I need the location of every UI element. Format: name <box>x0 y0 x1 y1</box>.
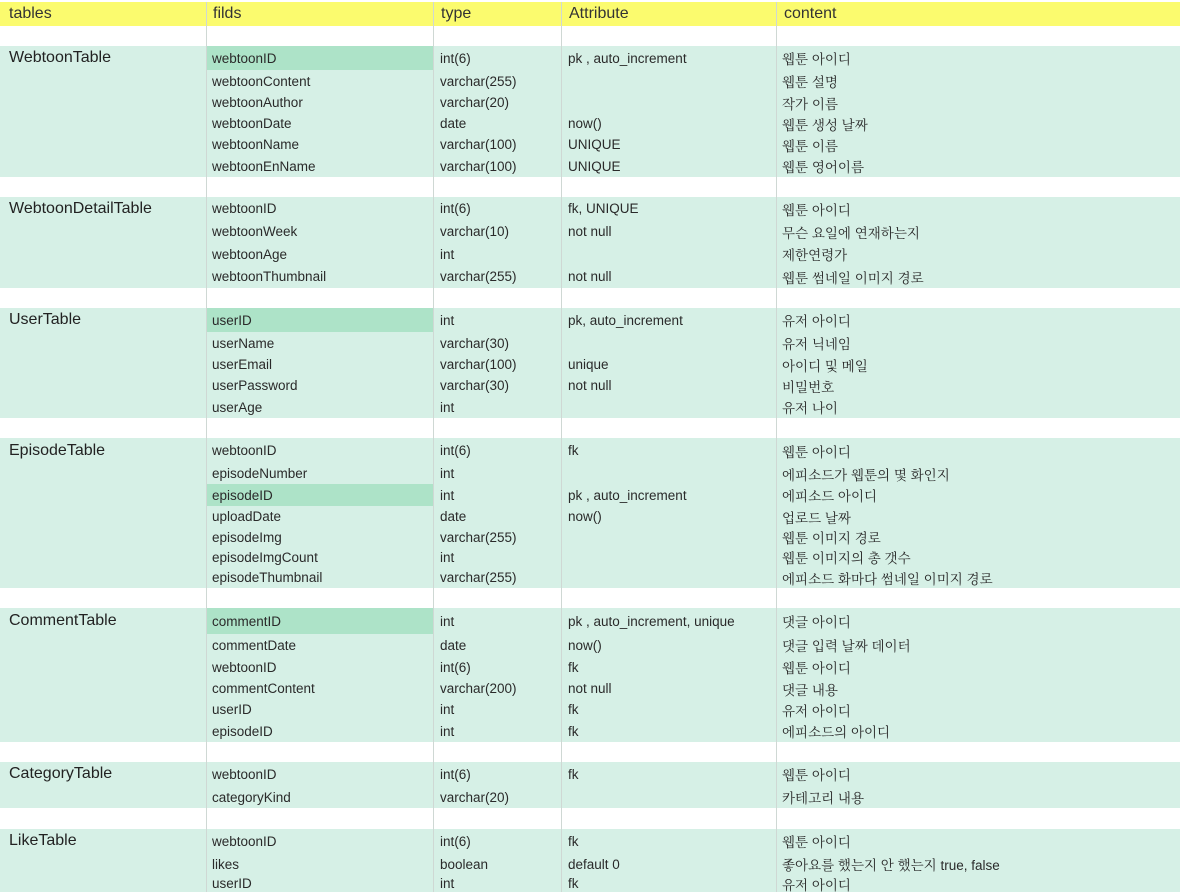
attribute-cell[interactable]: default 0 <box>568 856 620 872</box>
table-row <box>0 484 1180 506</box>
type-cell[interactable]: date <box>440 116 467 131</box>
attribute-cell[interactable]: pk , auto_increment <box>568 50 687 66</box>
content-cell[interactable]: 웹툰 아이디 <box>782 661 851 676</box>
attribute-cell[interactable]: now() <box>568 509 602 524</box>
field-cell[interactable]: categoryKind <box>212 789 291 805</box>
attribute-cell[interactable]: UNIQUE <box>568 137 621 152</box>
table-row <box>0 220 1180 243</box>
content-cell[interactable]: 웹툰 생성 날짜 <box>782 117 868 133</box>
table-row <box>0 134 1180 155</box>
content-cell[interactable]: 댓글 입력 날짜 데이터 <box>782 639 911 654</box>
type-cell[interactable]: varchar(100) <box>440 158 517 174</box>
field-cell[interactable]: webtoonThumbnail <box>212 269 327 284</box>
content-cell[interactable]: 댓글 아이디 <box>782 615 851 630</box>
table-row <box>0 678 1180 699</box>
table-name-cell[interactable]: CategoryTable <box>9 765 113 782</box>
attribute-cell[interactable]: now() <box>568 116 602 131</box>
type-cell[interactable]: varchar(20) <box>440 95 510 110</box>
field-cell[interactable]: userName <box>212 335 275 351</box>
field-cell[interactable]: webtoonID <box>212 443 277 458</box>
table-row <box>0 656 1180 678</box>
header-attribute[interactable]: Attribute <box>569 5 629 22</box>
type-cell[interactable]: int <box>440 723 455 739</box>
spacer-row <box>0 808 1180 829</box>
field-cell[interactable]: commentContent <box>212 681 315 696</box>
type-cell[interactable]: boolean <box>440 856 489 872</box>
table-row <box>0 463 1180 484</box>
content-cell[interactable]: 에피소드가 웹툰의 몇 화인지 <box>782 467 950 483</box>
attribute-cell[interactable]: fk, UNIQUE <box>568 201 639 216</box>
type-cell[interactable]: int <box>440 487 455 503</box>
type-cell[interactable]: int(6) <box>440 833 471 849</box>
attribute-cell[interactable]: pk , auto_increment, unique <box>568 613 735 629</box>
header-row <box>0 2 1180 26</box>
table-row <box>0 438 1180 463</box>
table-row <box>0 197 1180 220</box>
type-cell[interactable]: int <box>440 613 455 629</box>
field-cell[interactable]: webtoonAge <box>212 246 288 262</box>
field-cell[interactable]: episodeID <box>212 487 273 503</box>
content-cell[interactable]: 웹툰 영어이름 <box>782 160 864 175</box>
content-cell[interactable]: 카테고리 내용 <box>782 791 864 806</box>
table-row <box>0 853 1180 875</box>
field-cell[interactable]: webtoonID <box>212 201 277 216</box>
attribute-cell[interactable]: fk <box>568 876 579 891</box>
table-row <box>0 354 1180 375</box>
field-cell[interactable]: webtoonName <box>212 137 300 152</box>
content-cell[interactable]: 유저 닉네임 <box>782 337 851 352</box>
field-cell[interactable]: webtoonID <box>212 833 277 849</box>
table-row <box>0 70 1180 92</box>
table-row <box>0 547 1180 567</box>
table-row <box>0 506 1180 527</box>
field-cell[interactable]: likes <box>212 856 240 872</box>
type-cell[interactable]: varchar(100) <box>440 357 517 372</box>
content-cell[interactable]: 비밀번호 <box>782 379 835 395</box>
attribute-cell[interactable]: not null <box>568 269 612 284</box>
content-cell[interactable]: 웹툰 아이디 <box>782 444 851 460</box>
content-cell[interactable]: 웹툰 이름 <box>782 138 838 154</box>
field-cell[interactable]: userID <box>212 702 252 717</box>
type-cell[interactable]: varchar(255) <box>440 269 517 284</box>
content-cell[interactable]: 웹툰 썸네일 이미지 경로 <box>782 270 924 286</box>
attribute-cell[interactable]: fk <box>568 702 579 717</box>
table-row <box>0 155 1180 177</box>
table-row <box>0 608 1180 634</box>
attribute-cell[interactable]: not null <box>568 224 612 239</box>
attribute-cell[interactable]: pk , auto_increment <box>568 487 687 503</box>
spacer-row <box>0 418 1180 438</box>
type-cell[interactable]: int <box>440 702 455 717</box>
field-cell[interactable]: webtoonEnName <box>212 158 316 174</box>
type-cell[interactable]: varchar(255) <box>440 570 517 585</box>
type-cell[interactable]: int(6) <box>440 659 471 675</box>
content-cell[interactable]: 웹툰 이미지 경로 <box>782 531 881 546</box>
field-cell[interactable]: webtoonID <box>212 50 277 66</box>
type-cell[interactable]: int <box>440 876 455 891</box>
table-row <box>0 875 1180 892</box>
attribute-cell[interactable]: UNIQUE <box>568 158 621 174</box>
type-cell[interactable]: int(6) <box>440 50 471 66</box>
field-cell[interactable]: webtoonID <box>212 659 277 675</box>
content-cell[interactable]: 제한연령가 <box>782 248 848 263</box>
table-row <box>0 634 1180 656</box>
content-cell[interactable]: 웹툰 아이디 <box>782 768 851 783</box>
field-cell[interactable]: webtoonContent <box>212 73 311 89</box>
field-cell[interactable]: webtoonAuthor <box>212 95 303 110</box>
field-cell[interactable]: episodeImg <box>212 529 282 545</box>
content-cell[interactable]: 작가 이름 <box>782 96 838 112</box>
field-cell[interactable]: uploadDate <box>212 509 282 524</box>
type-cell[interactable]: int(6) <box>440 201 471 216</box>
field-cell[interactable]: userPassword <box>212 378 298 393</box>
spacer-row <box>0 588 1180 608</box>
table-row <box>0 113 1180 134</box>
field-cell[interactable]: webtoonWeek <box>212 224 298 239</box>
content-cell[interactable]: 에피소드 화마다 썸네일 이미지 경로 <box>782 571 993 587</box>
header-content[interactable]: content <box>784 5 837 22</box>
attribute-cell[interactable]: not null <box>568 681 612 696</box>
type-cell[interactable]: int(6) <box>440 443 471 458</box>
table-row <box>0 243 1180 265</box>
type-cell[interactable]: varchar(30) <box>440 378 510 393</box>
attribute-cell[interactable]: pk, auto_increment <box>568 312 683 328</box>
field-cell[interactable]: episodeImgCount <box>212 549 318 565</box>
table-row <box>0 567 1180 588</box>
content-cell[interactable]: 유저 아이디 <box>782 877 851 893</box>
header-fields[interactable]: filds <box>213 5 242 22</box>
type-cell[interactable]: varchar(10) <box>440 224 510 239</box>
type-cell[interactable]: int <box>440 399 455 415</box>
spacer-row <box>0 177 1180 197</box>
table-row <box>0 308 1180 332</box>
field-cell[interactable]: episodeNumber <box>212 466 308 481</box>
content-cell[interactable]: 무슨 요일에 연재하는지 <box>782 225 920 241</box>
table-row <box>0 396 1180 418</box>
content-cell[interactable]: 웹툰 이미지의 총 갯수 <box>782 551 911 566</box>
table-name-cell[interactable]: EpisodeTable <box>9 441 106 459</box>
table-row <box>0 829 1180 853</box>
type-cell[interactable]: int <box>440 246 455 262</box>
table-name-cell[interactable]: UserTable <box>9 311 82 328</box>
table-row <box>0 46 1180 70</box>
content-cell[interactable]: 좋아요를 했는지 안 했는지 true, false <box>782 858 1000 873</box>
content-cell[interactable]: 유저 아이디 <box>782 314 851 329</box>
table-name-cell[interactable]: WebtoonDetailTable <box>9 199 152 217</box>
field-cell[interactable]: episodeID <box>212 723 273 739</box>
attribute-cell[interactable]: fk <box>568 833 579 849</box>
table-name-cell[interactable]: CommentTable <box>9 612 117 629</box>
table-row <box>0 762 1180 786</box>
field-cell[interactable]: userAge <box>212 399 263 415</box>
attribute-cell[interactable]: not null <box>568 378 612 393</box>
header-type[interactable]: type <box>441 5 472 22</box>
type-cell[interactable]: date <box>440 637 467 653</box>
type-cell[interactable]: varchar(255) <box>440 529 517 545</box>
field-cell[interactable]: webtoonDate <box>212 116 292 131</box>
field-cell[interactable]: userID <box>212 876 252 891</box>
type-cell[interactable]: int <box>440 549 455 565</box>
type-cell[interactable]: date <box>440 509 467 524</box>
table-row <box>0 92 1180 113</box>
field-cell[interactable]: webtoonID <box>212 766 277 782</box>
content-cell[interactable]: 유저 아이디 <box>782 703 851 719</box>
spacer-row <box>0 742 1180 762</box>
table-row <box>0 720 1180 742</box>
type-cell[interactable]: varchar(20) <box>440 789 510 805</box>
table-name-cell[interactable]: WebtoonTable <box>9 49 111 66</box>
content-cell[interactable]: 웹툰 아이디 <box>782 52 851 67</box>
type-cell[interactable]: int(6) <box>440 766 471 782</box>
spacer-row <box>0 26 1180 46</box>
table-name-cell[interactable]: LikeTable <box>9 832 77 849</box>
attribute-cell[interactable]: fk <box>568 766 579 782</box>
table-row <box>0 699 1180 720</box>
attribute-cell[interactable]: fk <box>568 659 579 675</box>
table-row <box>0 786 1180 808</box>
attribute-cell[interactable]: now() <box>568 637 602 653</box>
field-cell[interactable]: userEmail <box>212 357 273 372</box>
spacer-row <box>0 288 1180 308</box>
content-cell[interactable]: 웹툰 아이디 <box>782 835 851 850</box>
type-cell[interactable]: varchar(30) <box>440 335 510 351</box>
content-cell[interactable]: 댓글 내용 <box>782 682 838 698</box>
table-row <box>0 265 1180 288</box>
type-cell[interactable]: varchar(100) <box>440 137 517 152</box>
content-cell[interactable]: 아이디 및 메일 <box>782 358 868 374</box>
attribute-cell[interactable]: unique <box>568 357 609 372</box>
content-cell[interactable]: 웹툰 아이디 <box>782 202 851 218</box>
header-tables[interactable]: tables <box>9 5 52 22</box>
field-cell[interactable]: commentDate <box>212 637 297 653</box>
attribute-cell[interactable]: fk <box>568 443 579 458</box>
type-cell[interactable]: varchar(200) <box>440 681 517 696</box>
table-row <box>0 332 1180 354</box>
content-cell[interactable]: 유저 나이 <box>782 401 838 416</box>
field-cell[interactable]: episodeThumbnail <box>212 570 323 585</box>
type-cell[interactable]: int <box>440 466 455 481</box>
type-cell[interactable]: varchar(255) <box>440 73 517 89</box>
field-cell[interactable]: userID <box>212 312 252 328</box>
field-cell[interactable]: commentID <box>212 613 282 629</box>
content-cell[interactable]: 에피소드 아이디 <box>782 489 878 504</box>
content-cell[interactable]: 업로드 날짜 <box>782 510 851 526</box>
table-row <box>0 375 1180 396</box>
type-cell[interactable]: int <box>440 312 455 328</box>
attribute-cell[interactable]: fk <box>568 723 579 739</box>
content-cell[interactable]: 웹툰 설명 <box>782 75 838 90</box>
table-row <box>0 527 1180 547</box>
content-cell[interactable]: 에피소드의 아이디 <box>782 725 891 740</box>
